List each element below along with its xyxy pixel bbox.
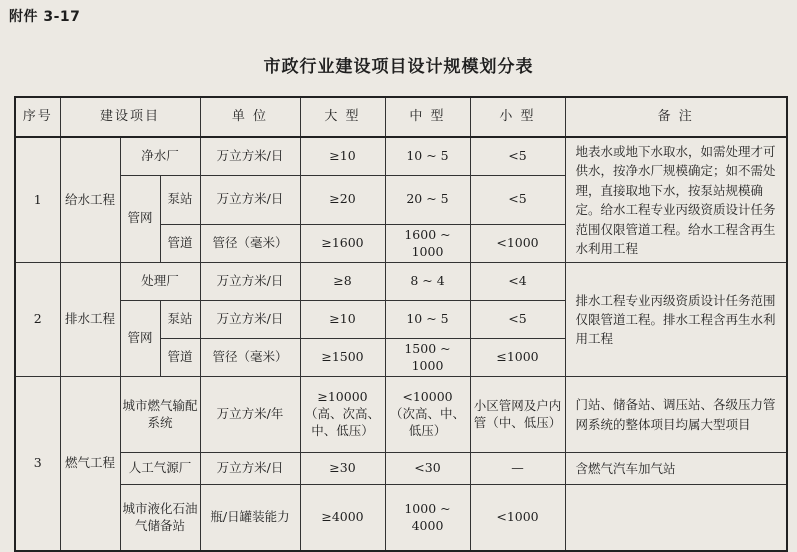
- medium-cell: 20 ~ 5: [385, 175, 470, 225]
- unit-cell: 万立方米/日: [200, 301, 300, 339]
- large-cell: ≥8: [300, 263, 385, 301]
- header-seq: 序号: [15, 97, 60, 137]
- small-cell: <1000: [470, 485, 565, 551]
- unit-cell: 瓶/日罐装能力: [200, 485, 300, 551]
- medium-cell: 1000 ~ 4000: [385, 485, 470, 551]
- small-cell: ≤1000: [470, 339, 565, 377]
- header-medium: 中 型: [385, 97, 470, 137]
- table-row: [15, 263, 787, 301]
- unit-cell: 万立方米/日: [200, 137, 300, 175]
- table-header-row: [15, 97, 787, 137]
- item-name: 城市燃气输配系统: [120, 377, 200, 453]
- group-name: 燃气工程: [60, 377, 120, 551]
- unit-cell: 万立方米/日: [200, 175, 300, 225]
- item-name: 人工气源厂: [120, 453, 200, 485]
- header-remarks: 备 注: [565, 97, 787, 137]
- remarks-cell: 门站、储备站、调压站、各级压力管网系统的整体项目均属大型项目: [565, 377, 787, 453]
- group-seq: 2: [15, 263, 60, 377]
- medium-cell: <10000 （次高、中、低压）: [385, 377, 470, 453]
- medium-cell: 1600 ~ 1000: [385, 225, 470, 263]
- large-cell: ≥4000: [300, 485, 385, 551]
- group-seq: 1: [15, 137, 60, 263]
- medium-cell: <30: [385, 453, 470, 485]
- large-cell: ≥20: [300, 175, 385, 225]
- item-name: 泵站: [160, 301, 200, 339]
- item-name: 处理厂: [120, 263, 200, 301]
- unit-cell: 管径（毫米）: [200, 225, 300, 263]
- table-row: [15, 453, 787, 485]
- small-cell: <5: [470, 301, 565, 339]
- medium-cell: 10 ~ 5: [385, 301, 470, 339]
- header-large: 大 型: [300, 97, 385, 137]
- large-cell: ≥1600: [300, 225, 385, 263]
- item-name: 管道: [160, 339, 200, 377]
- item-name: 泵站: [160, 175, 200, 225]
- header-small: 小 型: [470, 97, 565, 137]
- small-cell: <5: [470, 175, 565, 225]
- design-scale-table: [14, 96, 788, 552]
- remarks-cell: 含燃气汽车加气站: [565, 453, 787, 485]
- small-cell: <1000: [470, 225, 565, 263]
- pipe-network-label: 管网: [120, 175, 160, 263]
- medium-cell: 1500 ~ 1000: [385, 339, 470, 377]
- group-seq: 3: [15, 377, 60, 551]
- pipe-network-label: 管网: [120, 301, 160, 377]
- table-row: [15, 377, 787, 453]
- large-cell: ≥10000 （高、次高、中、低压）: [300, 377, 385, 453]
- header-unit: 单 位: [200, 97, 300, 137]
- large-cell: ≥10: [300, 137, 385, 175]
- small-cell: <5: [470, 137, 565, 175]
- unit-cell: 万立方米/日: [200, 453, 300, 485]
- medium-cell: 10 ~ 5: [385, 137, 470, 175]
- large-cell: ≥10: [300, 301, 385, 339]
- table-row: [15, 137, 787, 175]
- unit-cell: 管径（毫米）: [200, 339, 300, 377]
- group-name: 给水工程: [60, 137, 120, 263]
- remarks-cell: [565, 485, 787, 551]
- attachment-label: 附件 3-17: [9, 9, 81, 25]
- item-name: 管道: [160, 225, 200, 263]
- document-title: 市政行业建设项目设计规模划分表: [263, 57, 534, 77]
- large-cell: ≥1500: [300, 339, 385, 377]
- medium-cell: 8 ~ 4: [385, 263, 470, 301]
- table-row: [15, 485, 787, 551]
- small-cell: 小区管网及户内管（中、低压）: [470, 377, 565, 453]
- small-cell: <4: [470, 263, 565, 301]
- large-cell: ≥30: [300, 453, 385, 485]
- header-project: 建设项目: [60, 97, 200, 137]
- unit-cell: 万立方米/日: [200, 263, 300, 301]
- remarks-cell: 地表水或地下水取水，如需处理才可供水，按净水厂规模确定；如不需处理，直接取地下水，按泵站规模确定。给水工程专业丙级资质设计任务范围仅限管道工程。给水工程含再生水利用工程: [565, 137, 787, 263]
- remarks-cell: 排水工程专业丙级资质设计任务范围仅限管道工程。排水工程含再生水利用工程: [565, 263, 787, 377]
- item-name: 城市液化石油气储备站: [120, 485, 200, 551]
- small-cell: —: [470, 453, 565, 485]
- item-name: 净水厂: [120, 137, 200, 175]
- unit-cell: 万立方米/年: [200, 377, 300, 453]
- group-name: 排水工程: [60, 263, 120, 377]
